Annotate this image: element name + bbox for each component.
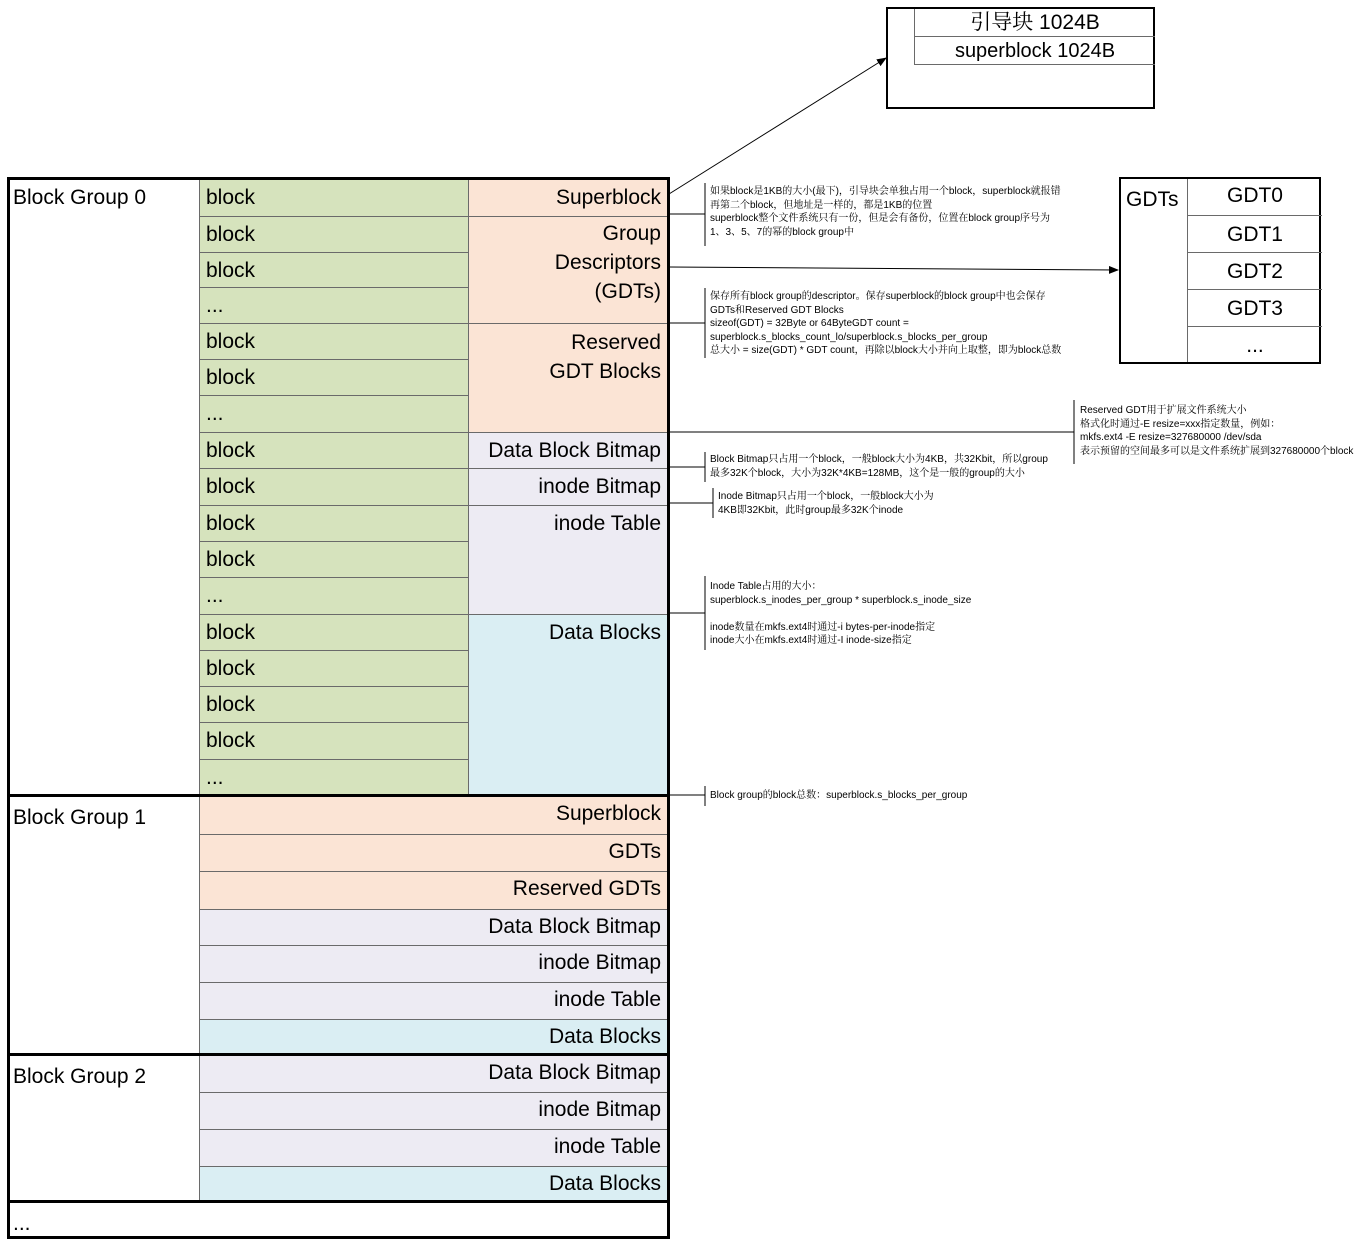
block-cell: block <box>199 541 468 577</box>
reserved-gdt-region <box>468 323 667 432</box>
block-cell: block <box>199 468 468 505</box>
gdt-item: ... <box>1246 334 1264 357</box>
group-separator <box>7 1200 670 1203</box>
note-inode-bitmap: Inode Bitmap只占用一个block，一般block大小为 4KB即32Kbit，此时group最多32K个inode <box>718 491 934 516</box>
gdt-item: GDT0 <box>1188 179 1322 216</box>
group1-gdts-row: GDTs <box>199 834 667 871</box>
arrow-to-gdts-box <box>669 267 1118 270</box>
note-superblock: 如果block是1KB的大小(最下)，引导块会单独占用一个block，superblock就报错 再第二个block，但地址是一样的，都是1KB的位置 superblock整个文件系统只有一份，但是会有备份，位置在block group序号为 1、3、5、7的幂的block group中 <box>710 186 1061 238</box>
data-blocks-label: Data Blocks <box>548 621 661 644</box>
inode-bitmap-label: inode Bitmap <box>538 475 661 498</box>
boot-superblock-label: superblock 1024B <box>954 40 1116 62</box>
group1-superblock-row: Superblock <box>199 797 667 834</box>
data-blocks-region <box>468 614 667 795</box>
gdt-item: GDT3 <box>1188 290 1322 327</box>
boot-box <box>886 7 1155 109</box>
gdt-item: GDT2 <box>1188 253 1322 290</box>
block-cell: ... <box>199 395 468 432</box>
note-inode-table: Inode Table占用的大小： superblock.s_inodes_per_group * superblock.s_inode_size inode数量在mkfs.ext4时通过-i bytes-per-inode指定 inode大小在mkfs.ext4时通过-I inode-size指定 <box>710 581 972 646</box>
block-cell: block <box>199 505 468 541</box>
data-bitmap-region <box>468 432 667 468</box>
block-cell: block <box>199 359 468 395</box>
boot-superblock-row <box>914 37 1155 65</box>
block-cell: ... <box>199 759 468 795</box>
reserved-label-line2: GDT Blocks <box>549 360 661 383</box>
block-cell: block <box>199 180 468 216</box>
gdts-title: GDTs <box>1126 188 1179 211</box>
block-cell: block <box>199 614 468 650</box>
group1-data-blocks-row: Data Blocks <box>199 1019 667 1054</box>
inode-table-region <box>468 505 667 614</box>
gdt-item: GDT1 <box>1188 216 1322 253</box>
boot-block-row <box>914 9 1155 37</box>
gdt-label-line3: (GDTs) <box>594 280 661 303</box>
block-cell: block <box>199 252 468 287</box>
gdt-region <box>468 216 667 323</box>
group1-data-bitmap-row: Data Block Bitmap <box>199 909 667 945</box>
gdt-label-line2: Descriptors <box>554 251 661 274</box>
superblock-region <box>468 180 667 216</box>
block-cell: ... <box>199 287 468 323</box>
tail-ellipsis: ... <box>13 1212 31 1235</box>
gdts-box <box>1119 177 1321 364</box>
group1-inode-table-row: inode Table <box>199 982 667 1019</box>
gdt-list <box>1187 179 1321 362</box>
arrow-to-boot-box <box>669 58 886 194</box>
inode-bitmap-region <box>468 468 667 505</box>
superblock-label: Superblock <box>555 186 661 209</box>
group2-data-bitmap-row: Data Block Bitmap <box>199 1056 667 1092</box>
block-cell: block <box>199 216 468 252</box>
group1-title: Block Group 1 <box>13 806 147 829</box>
group0-title: Block Group 0 <box>13 186 147 209</box>
block-cell: block <box>199 323 468 359</box>
block-cell: block <box>199 722 468 759</box>
block-cell: block <box>199 432 468 468</box>
reserved-label-line1: Reserved <box>571 331 661 354</box>
block-cell: ... <box>199 577 468 614</box>
data-bitmap-label: Data Block Bitmap <box>488 439 661 462</box>
block-cell: block <box>199 650 468 686</box>
group2-inode-bitmap-row: inode Bitmap <box>199 1092 667 1129</box>
note-reserved-gdt: Reserved GDT用于扩展文件系统大小 格式化时通过-E resize=xxx指定数量，例如： mkfs.ext4 -E resize=327680000 /dev/sda 表示预留的空间最多可以是文件系统扩展到327680000个block <box>1080 405 1354 457</box>
gdt-label-line1: Group <box>602 222 661 245</box>
group2-data-blocks-row: Data Blocks <box>199 1166 667 1201</box>
group1-inode-bitmap-row: inode Bitmap <box>199 945 667 982</box>
boot-block-label: 引导块 1024B <box>970 11 1100 34</box>
inode-table-label: inode Table <box>553 512 661 535</box>
block-cell: block <box>199 686 468 722</box>
group1-reserved-row: Reserved GDTs <box>199 871 667 909</box>
note-gdt: 保存所有block group的descriptor。保存superblock的block group中也会保存 GDTs和Reserved GDT Blocks sizeof(GDT) = 32Byte or 64ByteGDT count = superblock.s_blocks_count_lo/superblock.s_blocks_per_group 总大小 = size(GDT) * GDT count，再除以block大小并向上取整，即为block总数 <box>710 291 1062 356</box>
group2-title: Block Group 2 <box>13 1065 147 1088</box>
note-data-bitmap: Block Bitmap只占用一个block，一般block大小为4KB，共32Kbit，所以group 最多32K个block，大小为32K*4KB=128MB，这个是一般的group的大小 <box>710 454 1048 479</box>
group2-inode-table-row: inode Table <box>199 1129 667 1166</box>
note-group-total: Block group的block总数：superblock.s_blocks_per_group <box>710 790 968 801</box>
